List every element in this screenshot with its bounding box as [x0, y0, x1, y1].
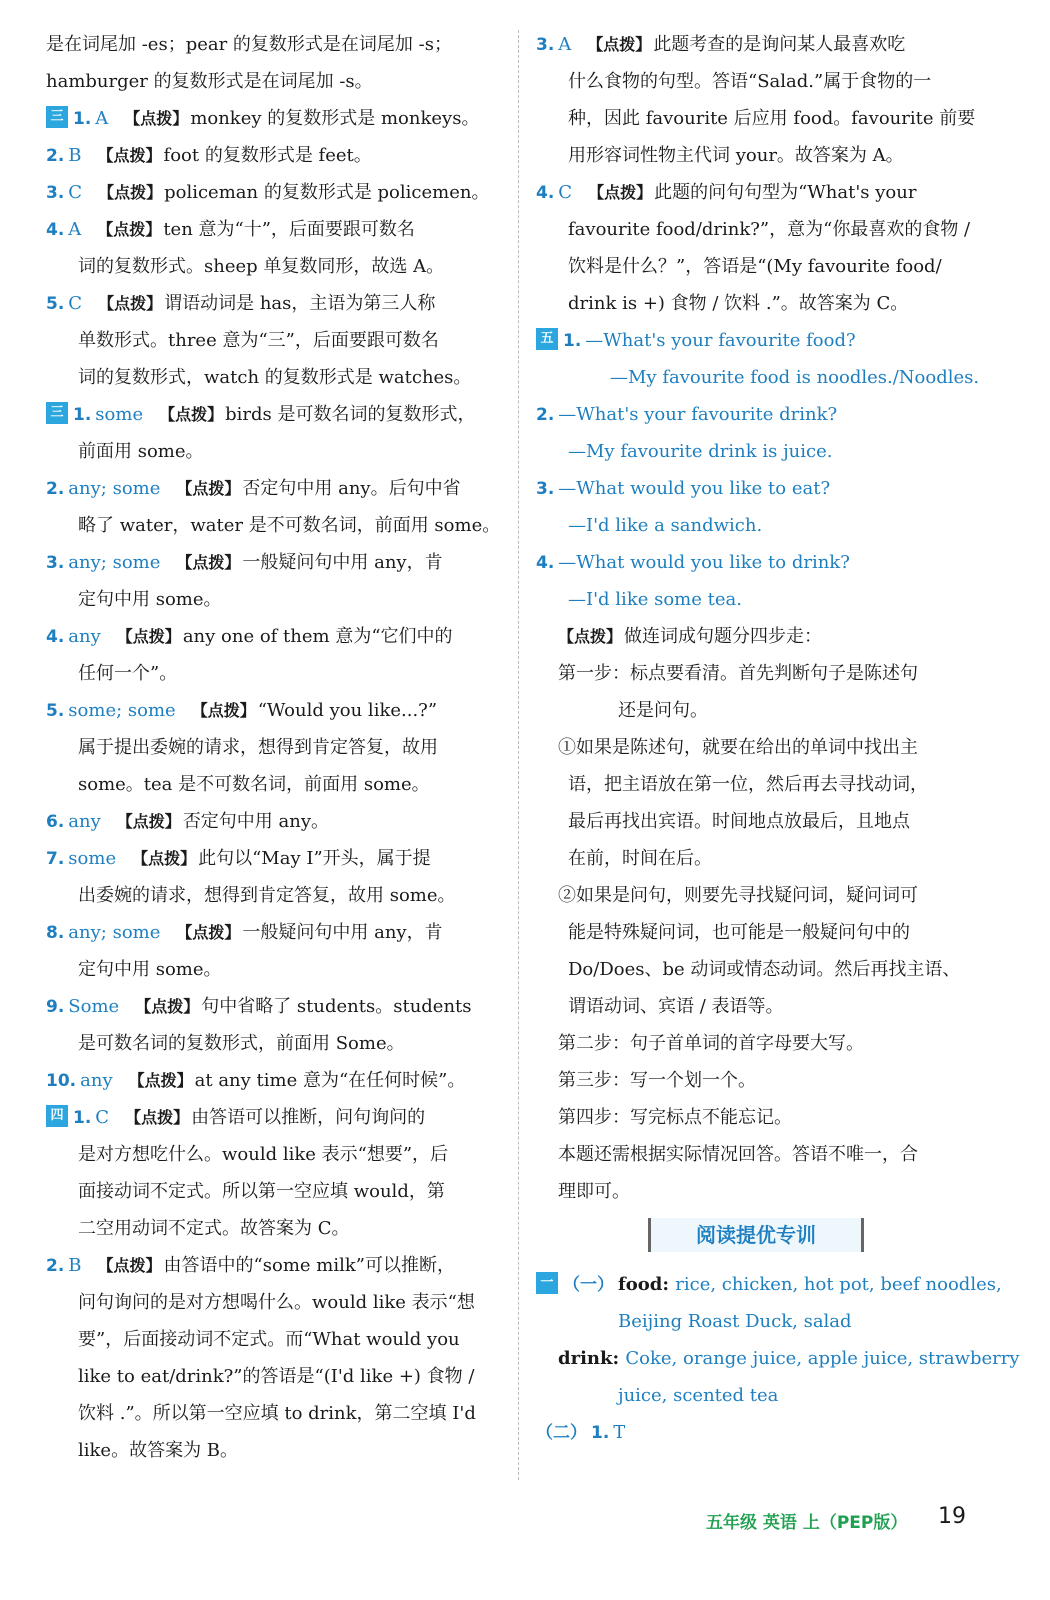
answer: any — [68, 811, 101, 832]
tip-tag: 【点拨】 — [116, 627, 181, 646]
right-line — [536, 100, 994, 137]
line-text: 第三步：写一个划一个。 — [558, 1070, 756, 1091]
line-text: 第四步：写完标点不能忘记。 — [558, 1107, 792, 1128]
right-line — [536, 359, 994, 396]
right-line — [536, 211, 994, 248]
answer: C — [95, 1107, 110, 1128]
left-line — [46, 803, 504, 840]
right-line — [536, 470, 994, 507]
tip-tag: 【点拨】 — [98, 294, 163, 313]
banner-title: 阅读提优专训 — [648, 1218, 864, 1252]
line-text: 词的复数形式，watch 的复数形式是 watches。 — [78, 367, 472, 388]
line-text: juice, scented tea — [618, 1385, 779, 1406]
answer: T — [613, 1422, 626, 1443]
right-line — [536, 655, 994, 692]
left-line — [46, 470, 504, 507]
left-line — [46, 618, 504, 655]
line-text: favourite food/drink?”，意为“你最喜欢的食物 / — [568, 219, 971, 240]
left-line — [46, 988, 504, 1025]
answer: any; some — [68, 922, 161, 943]
page-footer — [706, 1500, 996, 1540]
line-text: —What would you like to drink? — [558, 552, 850, 573]
line-text: 能是特殊疑问词，也可能是一般疑问句中的 — [568, 922, 910, 943]
tip-tag: 【点拨】 — [125, 1108, 190, 1127]
line-text: monkey 的复数形式是 monkeys。 — [190, 108, 480, 129]
section-banner — [536, 1210, 994, 1266]
line-text: ①如果是陈述句，就要在给出的单词中找出主 — [558, 737, 918, 758]
left-line — [46, 692, 504, 729]
left-line — [46, 396, 504, 433]
tip-tag: 【点拨】 — [124, 109, 189, 128]
right-line — [536, 803, 994, 840]
category-label: food: — [618, 1274, 676, 1295]
question-number: 2. — [46, 1256, 65, 1276]
right-column — [536, 26, 1020, 1451]
right-line — [536, 248, 994, 285]
question-number: 1. — [563, 331, 582, 351]
line-text: 是在词尾加 -es；pear 的复数形式是在词尾加 -s； — [46, 34, 452, 55]
answer: any; some — [68, 552, 161, 573]
left-column — [46, 26, 504, 1469]
right-line — [536, 174, 994, 211]
answer: any; some — [68, 478, 161, 499]
right-line — [536, 1099, 994, 1136]
line-text: 由答语可以推断，问句询问的 — [191, 1107, 426, 1128]
line-text: 第一步：标点要看清。首先判断句子是陈述句 — [558, 663, 918, 684]
line-text: 一般疑问句中用 any，肯 — [242, 552, 443, 573]
line-text: 什么食物的句型。答语“Salad.”属于食物的一 — [568, 71, 932, 92]
right-line — [536, 63, 994, 100]
line-text: 还是问句。 — [618, 700, 708, 721]
line-text: 出委婉的请求，想得到肯定答复，故用 some。 — [78, 885, 456, 906]
question-number: 1. — [73, 405, 92, 425]
line-text: 谓语动词是 has，主语为第三人称 — [164, 293, 436, 314]
line-text: 饮料是什么？”，答语是“(My favourite food/ — [568, 256, 942, 277]
left-line — [46, 914, 504, 951]
right-line — [536, 988, 994, 1025]
line-text: —I'd like a sandwich. — [568, 515, 763, 536]
left-line — [46, 507, 504, 544]
question-number: 1. — [73, 1108, 92, 1128]
line-text: 面接动词不定式。所以第一空应填 would，第 — [78, 1181, 445, 1202]
footer-title: 五年级 英语 上（PEP版） — [706, 1513, 908, 1533]
line-text: 定句中用 some。 — [78, 589, 222, 610]
line-text: 词的复数形式。sheep 单复数同形，故选 A。 — [78, 256, 445, 277]
line-text: 定句中用 some。 — [78, 959, 222, 980]
left-line — [46, 63, 504, 100]
line-text: 否定句中用 any。 — [182, 811, 330, 832]
left-line — [46, 26, 504, 63]
question-number: 4. — [46, 627, 65, 647]
line-text: 种，因此 favourite 后应用 food。favourite 前要 — [568, 108, 976, 129]
left-line — [46, 1099, 504, 1136]
question-number: 8. — [46, 923, 65, 943]
right-line — [536, 914, 994, 951]
right-line — [536, 951, 994, 988]
tip-tag: 【点拨】 — [132, 849, 197, 868]
right-line — [536, 137, 994, 174]
line-text: 饮料 .”。所以第一空应填 to drink，第二空填 I'd — [78, 1403, 476, 1424]
line-text: 由答语中的“some milk”可以推断， — [163, 1255, 455, 1276]
line-text: 任何一个”。 — [78, 663, 178, 684]
line-text: 二空用动词不定式。故答案为 C。 — [78, 1218, 350, 1239]
line-text: drink is +) 食物 / 饮料 .”。故答案为 C。 — [568, 293, 909, 314]
question-number: 2. — [46, 479, 65, 499]
sub-heading: （二） — [536, 1423, 587, 1443]
right-line — [536, 1025, 994, 1062]
right-line — [536, 26, 994, 63]
line-text: 属于提出委婉的请求，想得到肯定答复，故用 — [78, 737, 438, 758]
question-number: 5. — [46, 701, 65, 721]
line-text: 问句询问的是对方想喝什么。would like 表示“想 — [78, 1292, 475, 1313]
line-text: policeman 的复数形式是 policemen。 — [164, 182, 490, 203]
line-text: rice, chicken, hot pot, beef noodles, — [675, 1274, 1002, 1295]
line-text: 前面用 some。 — [78, 441, 204, 462]
left-line — [46, 285, 504, 322]
right-line — [536, 322, 994, 359]
section-marker: 五 — [536, 328, 558, 350]
left-line — [46, 1210, 504, 1247]
tip-tag: 【点拨】 — [176, 553, 241, 572]
line-text: Coke, orange juice, apple juice, strawberry — [625, 1348, 1020, 1369]
answer: A — [68, 219, 82, 240]
line-text: —I'd like some tea. — [568, 589, 742, 610]
question-number: 3. — [536, 35, 555, 55]
line-text: 此句以“May I”开头，属于提 — [198, 848, 431, 869]
left-line — [46, 211, 504, 248]
question-number: 3. — [46, 183, 65, 203]
tip-tag: 【点拨】 — [135, 997, 200, 1016]
right-line — [536, 877, 994, 914]
line-text: Beijing Roast Duck, salad — [618, 1311, 852, 1332]
question-number: 1. — [591, 1423, 610, 1443]
section-marker: 四 — [46, 1105, 68, 1127]
line-text: hamburger 的复数形式是在词尾加 -s。 — [46, 71, 373, 92]
line-text: 否定句中用 any。后句中省 — [242, 478, 461, 499]
line-text: —My favourite food is noodles./Noodles. — [610, 367, 980, 388]
section-marker: 三 — [46, 402, 68, 424]
left-line — [46, 359, 504, 396]
reading-line — [536, 1266, 1002, 1303]
question-number: 7. — [46, 849, 65, 869]
right-line — [536, 581, 994, 618]
question-number: 3. — [536, 479, 555, 499]
line-text: Do/Does、be 动词或情态动词。然后再找主语、 — [568, 959, 961, 980]
answer: B — [68, 1255, 82, 1276]
right-line — [536, 618, 994, 655]
line-text: any one of them 意为“它们中的 — [182, 626, 453, 647]
line-text: 在前，时间在后。 — [568, 848, 712, 869]
tip-tag: 【点拨】 — [159, 405, 224, 424]
question-number: 10. — [46, 1071, 77, 1091]
section-marker: 一 — [536, 1272, 558, 1294]
tip-tag: 【点拨】 — [558, 627, 623, 646]
right-line — [536, 1062, 994, 1099]
left-line — [46, 581, 504, 618]
left-line — [46, 544, 504, 581]
line-text: some。tea 是不可数名词，前面用 some。 — [78, 774, 430, 795]
line-text: “Would you like...?” — [257, 700, 438, 721]
tip-tag: 【点拨】 — [191, 701, 256, 720]
left-line — [46, 840, 504, 877]
page-number: 19 — [938, 1504, 966, 1529]
answer: C — [558, 182, 573, 203]
line-text: 句中省略了 students。students — [201, 996, 472, 1017]
question-number: 4. — [536, 183, 555, 203]
line-text: 是可数名词的复数形式，前面用 Some。 — [78, 1033, 405, 1054]
reading-line — [536, 1303, 994, 1340]
left-line — [46, 1173, 504, 1210]
question-number: 5. — [46, 294, 65, 314]
left-line — [46, 433, 504, 470]
line-text: foot 的复数形式是 feet。 — [163, 145, 372, 166]
left-line — [46, 1395, 504, 1432]
tip-tag: 【点拨】 — [176, 479, 241, 498]
line-text: 略了 water，water 是不可数名词，前面用 some。 — [78, 515, 501, 536]
left-line — [46, 1432, 504, 1469]
left-line — [46, 1247, 504, 1284]
answer: any — [68, 626, 101, 647]
line-text: 要”，后面接动词不定式。而“What would you — [78, 1329, 460, 1350]
line-text: 第二步：句子首单词的首字母要大写。 — [558, 1033, 864, 1054]
answer: B — [68, 145, 82, 166]
left-line — [46, 1062, 504, 1099]
reading-line — [536, 1377, 994, 1414]
tip-tag: 【点拨】 — [176, 923, 241, 942]
line-text: like。故答案为 B。 — [78, 1440, 239, 1461]
tip-tag: 【点拨】 — [97, 1256, 162, 1275]
reading-line — [536, 1414, 994, 1451]
line-text: 用形容词性物主代词 your。故答案为 A。 — [568, 145, 904, 166]
category-label: drink: — [558, 1348, 626, 1369]
left-line — [46, 1321, 504, 1358]
line-text: —What's your favourite drink? — [558, 404, 838, 425]
right-line — [536, 1173, 994, 1210]
right-line — [536, 507, 994, 544]
question-number: 9. — [46, 997, 65, 1017]
right-line — [536, 1136, 994, 1173]
right-line — [536, 544, 994, 581]
right-line — [536, 433, 994, 470]
answer: A — [95, 108, 109, 129]
line-text: 一般疑问句中用 any，肯 — [242, 922, 443, 943]
right-line — [536, 766, 994, 803]
question-number: 4. — [46, 220, 65, 240]
left-line — [46, 877, 504, 914]
line-text: at any time 意为“在任何时候”。 — [194, 1070, 466, 1091]
line-text: 是对方想吃什么。would like 表示“想要”，后 — [78, 1144, 449, 1165]
line-text: ten 意为“十”，后面要跟可数名 — [163, 219, 415, 240]
line-text: ②如果是问句，则要先寻找疑问词，疑问词可 — [558, 885, 918, 906]
question-number: 2. — [46, 146, 65, 166]
tip-tag: 【点拨】 — [97, 146, 162, 165]
sub-heading: （一） — [563, 1275, 614, 1295]
line-text: 此题考查的是询问某人最喜欢吃 — [653, 34, 906, 55]
question-number: 3. — [46, 553, 65, 573]
column-divider — [518, 30, 519, 1480]
answer: some — [95, 404, 144, 425]
right-line — [536, 396, 994, 433]
left-line — [46, 1284, 504, 1321]
line-text: 理即可。 — [558, 1181, 630, 1202]
answer: any — [80, 1070, 113, 1091]
tip-tag: 【点拨】 — [128, 1071, 193, 1090]
reading-line — [536, 1340, 1020, 1377]
left-line — [46, 729, 504, 766]
line-text: 最后再找出宾语。时间地点放最后，且地点 — [568, 811, 910, 832]
question-number: 2. — [536, 405, 555, 425]
line-text: 语，把主语放在第一位，然后再去寻找动词， — [568, 774, 928, 795]
left-line — [46, 137, 504, 174]
line-text: 本题还需根据实际情况回答。答语不唯一，合 — [558, 1144, 918, 1165]
tip-tag: 【点拨】 — [587, 35, 652, 54]
left-line — [46, 248, 504, 285]
right-line — [536, 840, 994, 877]
right-line — [536, 692, 994, 729]
answer: C — [68, 293, 83, 314]
line-text: like to eat/drink?”的答语是“(I'd like +) 食物 / — [78, 1366, 475, 1387]
section-marker: 三 — [46, 106, 68, 128]
left-line — [46, 951, 504, 988]
line-text: 做连词成句题分四步走： — [624, 626, 823, 647]
tip-tag: 【点拨】 — [97, 220, 162, 239]
question-number: 6. — [46, 812, 65, 832]
line-text: —What's your favourite food? — [585, 330, 856, 351]
left-line — [46, 322, 504, 359]
left-line — [46, 655, 504, 692]
question-number: 4. — [536, 553, 555, 573]
tip-tag: 【点拨】 — [116, 812, 181, 831]
line-text: —What would you like to eat? — [558, 478, 831, 499]
left-line — [46, 766, 504, 803]
line-text: birds 是可数名词的复数形式， — [225, 404, 476, 425]
tip-tag: 【点拨】 — [98, 183, 163, 202]
answer: some; some — [68, 700, 176, 721]
left-line — [46, 1358, 504, 1395]
left-line — [46, 1025, 504, 1062]
answer: Some — [68, 996, 120, 1017]
line-text: 谓语动词、宾语 / 表语等。 — [568, 996, 784, 1017]
line-text: 此题的问句句型为“What's your — [654, 182, 917, 203]
tip-tag: 【点拨】 — [588, 183, 653, 202]
question-number: 1. — [73, 109, 92, 129]
left-line — [46, 174, 504, 211]
line-text: —My favourite drink is juice. — [568, 441, 833, 462]
left-line — [46, 1136, 504, 1173]
right-line — [536, 285, 994, 322]
left-line — [46, 100, 504, 137]
answer: C — [68, 182, 83, 203]
line-text: 单数形式。three 意为“三”，后面要跟可数名 — [78, 330, 439, 351]
answer: some — [68, 848, 117, 869]
answer: A — [558, 34, 572, 55]
right-line — [536, 729, 994, 766]
